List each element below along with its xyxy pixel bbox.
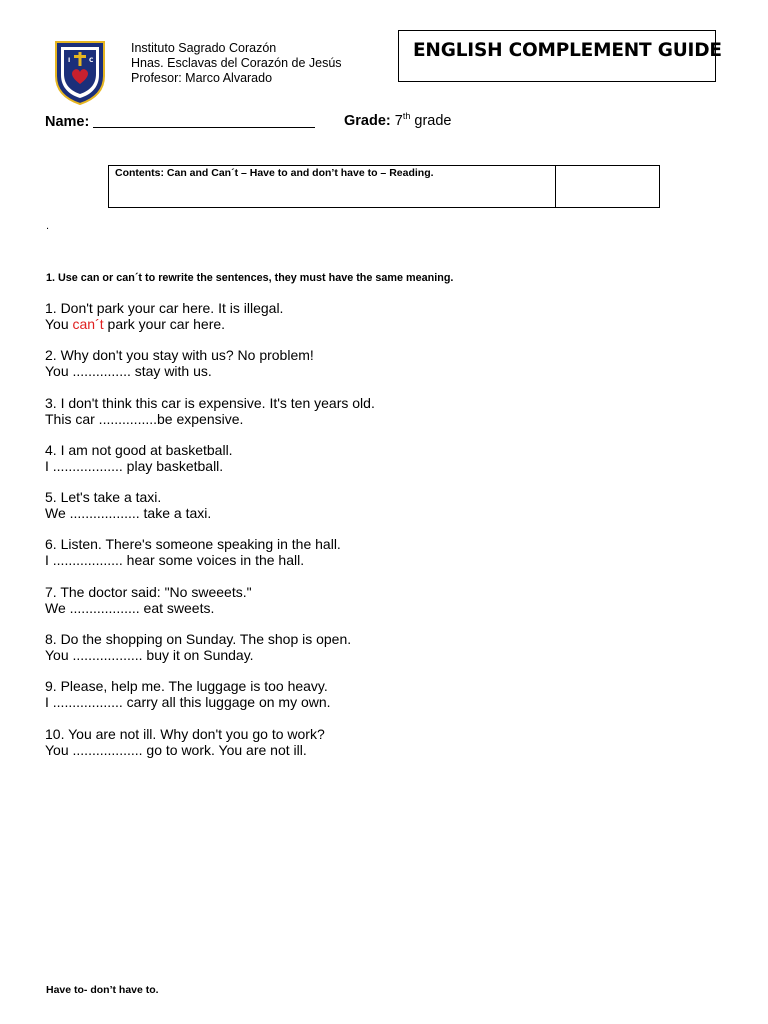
exercise-rewrite[interactable] [45, 363, 375, 379]
exercise-rewrite[interactable] [45, 742, 375, 758]
exercise-prompt: 1. Don't park your car here. It is illegal. [45, 300, 284, 316]
school-crest-icon [54, 40, 106, 106]
teacher-name: Profesor: Marco Alvarado [131, 71, 273, 85]
name-label: Name: [45, 114, 90, 130]
exercise-item [45, 442, 375, 489]
grade-suffix: th [402, 111, 411, 121]
section-heading-have-to: Have to- don’t have to. [46, 984, 159, 996]
exercise-prompt: 5. Let's take a taxi. [45, 489, 162, 506]
exercise-prompt: 4. I am not good at basketball. [45, 441, 233, 458]
rewrite-text-before: You .................. buy it on Sunday. [45, 647, 254, 664]
guide-title: ENGLISH COMPLEMENT GUIDE [413, 40, 722, 61]
exercise-prompt: 9. Please, help me. The luggage is too heavy. [45, 678, 328, 695]
exercise-list [45, 300, 375, 773]
rewrite-text-before: I .................. play basketball. [45, 457, 224, 474]
rewrite-text-before: We .................. eat sweets. [45, 599, 215, 616]
exercise-item [45, 678, 375, 725]
exercise-instruction: 1. Use can or can´t to rewrite the sentences, they must have the same meaning. [46, 272, 454, 284]
grade-number: 7 [394, 113, 403, 129]
exercise-rewrite[interactable] [45, 647, 375, 663]
exercise-item [45, 395, 375, 442]
exercise-item [45, 300, 375, 347]
school-name: Instituto Sagrado Corazón [131, 41, 277, 55]
exercise-prompt: 8. Do the shopping on Sunday. The shop is open. [45, 631, 352, 648]
svg-text:C: C [89, 57, 94, 64]
contents-divider [555, 166, 556, 207]
exercise-item [45, 584, 375, 631]
rewrite-text-before: This car ...............be expensive. [45, 410, 244, 427]
rewrite-text-before: You [45, 316, 73, 332]
rewrite-text-before: I .................. carry all this luggage on my own. [45, 694, 331, 711]
exercise-item [45, 489, 375, 536]
exercise-prompt: 7. The doctor said: "No sweeets." [45, 583, 252, 600]
exercise-prompt: 2. Why don't you stay with us? No problem! [45, 347, 314, 364]
exercise-rewrite[interactable] [45, 694, 375, 710]
example-answer: can´t [72, 316, 104, 332]
name-field [45, 113, 315, 130]
rewrite-text-before: You .................. go to work. You are not ill. [45, 741, 307, 758]
exercise-rewrite[interactable] [45, 458, 375, 474]
exercise-prompt: 10. You are not ill. Why don't you go to work? [45, 725, 325, 742]
school-congregation: Hnas. Esclavas del Corazón de Jesús [131, 56, 342, 70]
exercise-prompt: 3. I don't think this car is expensive. It's ten years old. [45, 394, 375, 411]
grade-label: Grade: [344, 113, 391, 129]
stray-mark: . [46, 220, 50, 232]
contents-text: Contents: Can and Can´t – Have to and don’t have to – Reading. [115, 167, 434, 179]
grade-field [344, 113, 452, 129]
exercise-rewrite[interactable] [45, 411, 375, 427]
exercise-item [45, 536, 375, 583]
guide-title-box [398, 30, 722, 82]
exercise-rewrite[interactable] [45, 505, 375, 521]
contents-table [108, 165, 660, 208]
exercise-rewrite[interactable] [45, 552, 375, 568]
exercise-item [45, 631, 375, 678]
grade-word: grade [414, 113, 452, 129]
rewrite-text-before: We .................. take a taxi. [45, 505, 212, 522]
exercise-rewrite[interactable] [45, 316, 375, 332]
name-blank-line[interactable] [93, 113, 315, 128]
rewrite-text-before: You ............... stay with us. [45, 363, 212, 380]
svg-text:I: I [68, 57, 71, 64]
exercise-item [45, 726, 375, 773]
rewrite-text-before: I .................. hear some voices in the hall. [45, 552, 305, 569]
exercise-rewrite[interactable] [45, 600, 375, 616]
exercise-item [45, 347, 375, 394]
school-info [131, 41, 342, 86]
rewrite-text-after: park your car here. [103, 316, 226, 332]
exercise-prompt: 6. Listen. There's someone speaking in the hall. [45, 536, 341, 553]
